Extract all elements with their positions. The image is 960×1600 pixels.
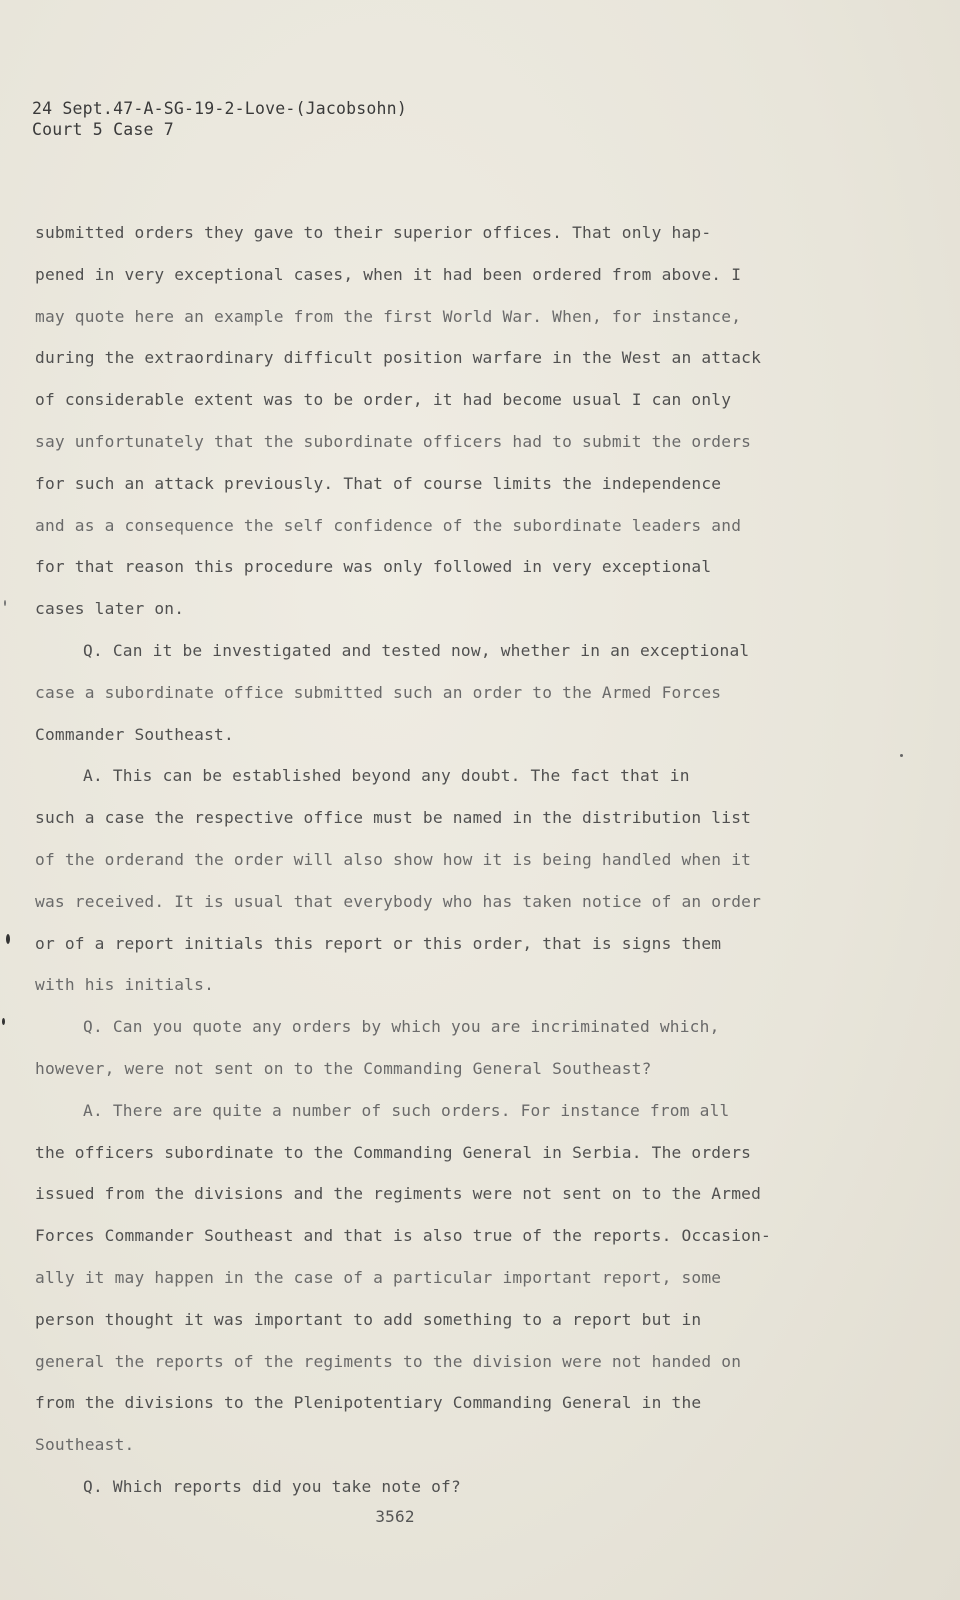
header-reference-line: 24 Sept.47-A-SG-19-2-Love-(Jacobsohn)	[32, 99, 407, 118]
document-header	[32, 98, 407, 140]
scan-speck	[900, 754, 903, 757]
document-body	[35, 223, 825, 1519]
body-line: such a case the respective office must be named in the distribution list	[35, 808, 752, 828]
body-line: Forces Commander Southeast and that is also true of the reports. Occasion-	[35, 1226, 771, 1246]
answer-line: A. There are quite a number of such orders. For instance from all	[83, 1100, 730, 1120]
body-line: of considerable extent was to be order, it had become usual I can only	[35, 390, 732, 410]
page-number-text: 3562	[375, 1507, 415, 1526]
body-line: cases later on.	[35, 599, 185, 619]
scan-speck	[6, 934, 10, 944]
body-line: person thought it was important to add something to a report but in	[35, 1309, 702, 1329]
body-line: for that reason this procedure was only followed in very exceptional	[35, 557, 712, 577]
body-line: general the reports of the regiments to the division were not handed on	[35, 1351, 742, 1371]
body-line: ally it may happen in the case of a particular important report, some	[35, 1267, 722, 1287]
body-line: with his initials.	[35, 975, 215, 995]
body-line: of the orderand the order will also show how it is being handled when it	[35, 849, 752, 869]
body-line: or of a report initials this report or this order, that is signs them	[35, 933, 722, 953]
body-line: say unfortunately that the subordinate officers had to submit the orders	[35, 431, 752, 451]
scan-speck	[2, 1018, 5, 1025]
question-line: Q. Can it be investigated and tested now, whether in an exceptional	[83, 640, 750, 660]
body-line: the officers subordinate to the Commanding General in Serbia. The orders	[35, 1142, 752, 1162]
body-line: Southeast.	[35, 1435, 135, 1455]
body-line: case a subordinate office submitted such an order to the Armed Forces	[35, 682, 722, 702]
body-line: for such an attack previously. That of course limits the independence	[35, 473, 722, 493]
answer-line: A. This can be established beyond any doubt. The fact that in	[83, 766, 690, 786]
question-line: Q. Can you quote any orders by which you are incriminated which,	[83, 1017, 720, 1037]
body-line: however, were not sent on to the Commanding General Southeast?	[35, 1058, 652, 1078]
header-court-line: Court 5 Case 7	[32, 120, 174, 139]
body-line: during the extraordinary difficult position warfare in the West an attack	[35, 348, 762, 368]
body-line: submitted orders they gave to their superior offices. That only hap-	[35, 223, 712, 242]
body-line: and as a consequence the self confidence of the subordinate leaders and	[35, 515, 742, 535]
body-line: Commander Southeast.	[35, 724, 234, 744]
body-line: was received. It is usual that everybody who has taken notice of an order	[35, 891, 762, 911]
body-line: may quote here an example from the first World War. When, for instance,	[35, 306, 742, 326]
body-line: from the divisions to the Plenipotentiary Commanding General in the	[35, 1393, 702, 1413]
page-number	[0, 1507, 960, 1526]
question-line: Q. Which reports did you take note of?	[83, 1476, 461, 1496]
body-line: issued from the divisions and the regiments were not sent on to the Armed	[35, 1184, 762, 1204]
scan-speck	[4, 600, 6, 606]
body-line: pened in very exceptional cases, when it had been ordered from above. I	[35, 264, 742, 284]
